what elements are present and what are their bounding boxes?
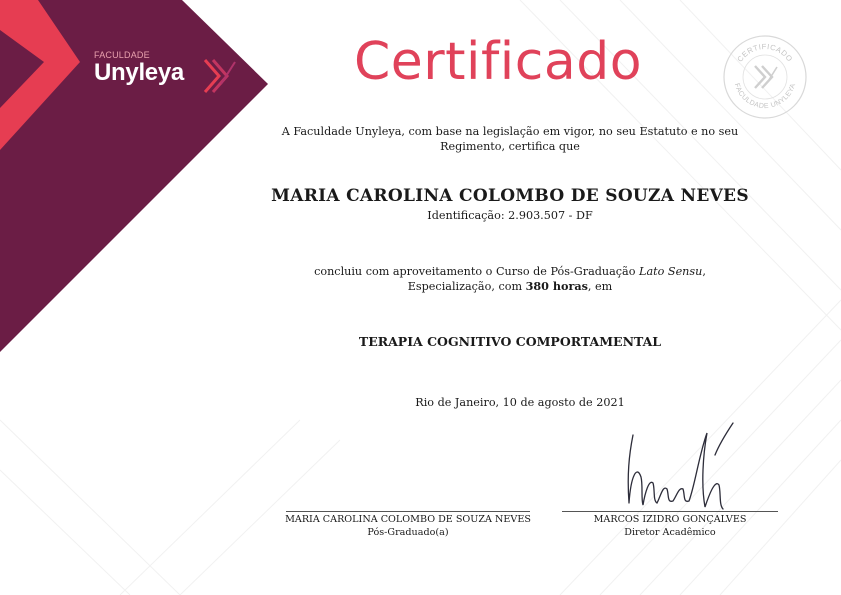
completion-text xyxy=(270,264,750,294)
seal-top-text: CERTIFICADO xyxy=(735,41,795,64)
logo-small-text: FACULDADE xyxy=(94,50,150,60)
graduate-identification: Identificação: 2.903.507 - DF xyxy=(427,209,593,222)
place-date: Rio de Janeiro, 10 de agosto de 2021 xyxy=(415,396,625,409)
graduate-name: MARIA CAROLINA COLOMBO DE SOUZA NEVES xyxy=(271,186,749,206)
seal-bottom-text: FACULDADE UNYLEYA xyxy=(732,82,798,111)
course-name: TERAPIA COGNITIVO COMPORTAMENTAL xyxy=(358,334,662,349)
completion-hours: 380 horas xyxy=(525,279,588,293)
signature-graduate-role: Pós-Graduado(a) xyxy=(367,527,449,538)
signature-director xyxy=(552,513,788,539)
signature-line-graduate xyxy=(286,511,530,512)
completion-lato-sensu: Lato Sensu xyxy=(639,265,703,278)
svg-text:FACULDADE UNYLEYA xyxy=(733,82,797,110)
signature-line-director xyxy=(562,511,778,512)
certificate-seal-icon xyxy=(722,34,808,120)
signature-graduate xyxy=(270,513,546,539)
signature-graduate-name: MARIA CAROLINA COLOMBO DE SOUZA NEVES xyxy=(285,514,531,525)
signature-director-name: MARCOS IZIDRO GONÇALVES xyxy=(593,514,747,525)
intro-line-2: Regimento, certifica que xyxy=(440,140,580,153)
completion-line-1-prefix: concluiu com aproveitamento o Curso de Pós-Graduação xyxy=(314,265,640,278)
svg-text:CERTIFICADO xyxy=(735,42,794,64)
completion-line-2 xyxy=(270,279,750,294)
logo-chevron-icon xyxy=(201,56,237,96)
completion-line-1-suffix: , xyxy=(702,265,706,278)
signature-director-role: Diretor Acadêmico xyxy=(624,527,716,538)
handwritten-signature xyxy=(615,415,745,515)
certificate-title: Certificado xyxy=(353,32,643,92)
intro-line-1: A Faculdade Unyleya, com base na legislação em vigor, no seu Estatuto e no seu xyxy=(281,125,739,138)
intro-text xyxy=(270,124,750,154)
completion-line-2-prefix: Especialização, com xyxy=(407,280,526,293)
logo-main-text: Unyleya xyxy=(94,59,184,86)
completion-line-2-suffix: , em xyxy=(587,280,613,293)
unyleya-logo xyxy=(94,50,184,86)
completion-line-1 xyxy=(270,264,750,279)
